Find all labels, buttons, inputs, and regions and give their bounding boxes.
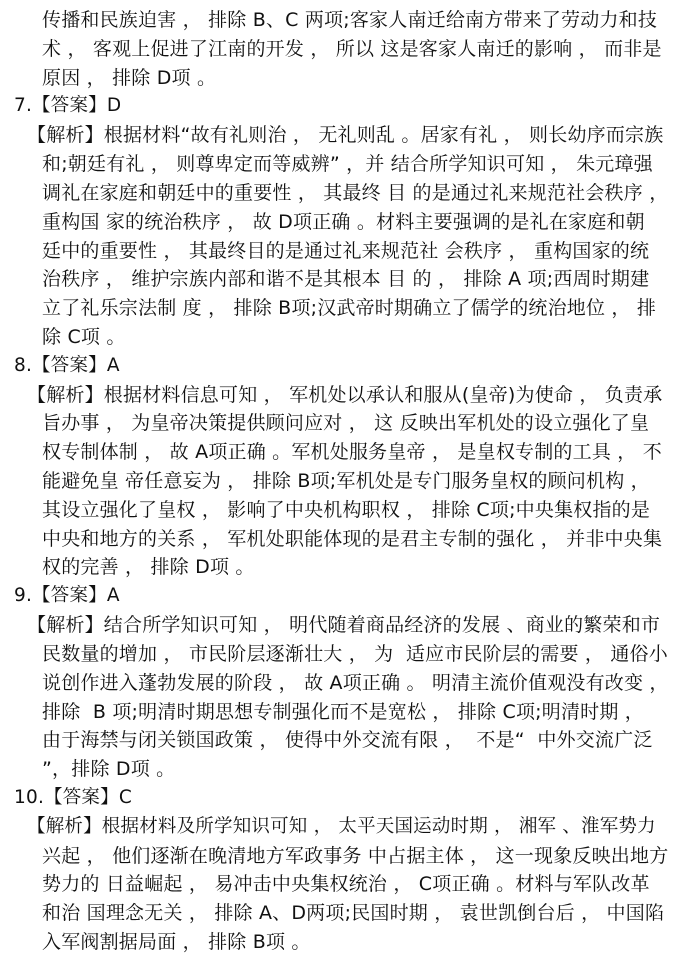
text-line-1: 传播和民族迫害 ， 排除 B、C 两项;客家人南迁给南方带来了劳动力和技 [42,9,658,31]
text-line-32: 和治 国理念无关 ， 排除 A、D两项;民国时期 ， 袁世凯倒台后 ， 中国陷 [42,902,665,925]
text-line-3: 原因 ， 排除 D项 。 [42,66,217,89]
text-line-20: 权的完善 ， 排除 D项 。 [42,556,255,579]
text-line-26: 由于海禁与闭关锁国政策 ， 使得中外交流有限 ， 不是“ 中外交流广泛 [42,729,653,752]
answer-10-heading: 10.【答案】C [14,786,132,808]
answer-8-heading: 8.【答案】A [14,354,120,376]
text-line-8: 重构国 家的统治秩序 ， 故 D项正确 。材料主要强调的是礼在家庭和朝 [42,210,645,233]
text-line-27: ”，排除 D项 。 [42,758,176,781]
text-line-24: 说创作进入蓬勃发展的阶段 ， 故 A项正确 。 明清主流价值观没有改变 ， [42,671,669,694]
text-line-18: 其设立强化了皇权 ， 影响了中央机构职权 ， 排除 C项;中央集权指的是 [42,498,651,521]
text-line-5: 【解析】根据材料“故有礼则治 ， 无礼则乱 。居家有礼 ， 则长幼序而宗族 [27,124,664,147]
text-line-7: 调礼在家庭和朝廷中的重要性 ， 其最终 目 的是通过礼来规范社会秩序 ， [42,181,669,204]
text-line-11: 立了礼乐宗法制 度 ， 排除 B项;汉武帝时期确立了儒学的统治地位 ， 排 [42,297,657,320]
text-line-9: 廷中的重要性 ， 其最终目的是通过礼来规范社 会秩序 ， 重构国家的统 [42,239,650,262]
text-line-12: 除 C项 。 [42,325,126,348]
answer-7-heading: 7.【答案】D [14,95,122,117]
text-line-2: 术 ， 客观上促进了江南的开发 ， 所以 这是客家人南迁的影响 ， 而非是 [42,37,662,60]
answer-9-heading: 9.【答案】A [14,585,120,607]
text-line-22: 【解析】结合所学知识可知 ， 明代随着商品经济的发展 、商业的繁荣和市 [27,614,661,637]
text-line-15: 旨办事 ， 为皇帝决策提供顾问应对 ， 这 反映出军机处的设立强化了皇 [42,412,650,435]
text-line-16: 权专制体制 ， 故 A项正确 。军机处服务皇帝 ， 是皇权专制的工具 ， 不 [42,441,662,464]
text-line-23: 民数量的增加 ， 市民阶层逐渐壮大 ， 为 适应市民阶层的需要 ， 通俗小 [42,642,668,665]
text-line-31: 势力的 日益崛起 ， 易冲击中央集权统治 ， C项正确 。材料与军队改革 [42,873,650,896]
text-line-29: 【解析】根据材料及所学知识可知 ， 太平天国运动时期 ， 湘军 、淮军势力 [27,815,656,837]
text-line-10: 治秩序 ， 维护宗族内部和谐不是其根本 目 的 ， 排除 A 项;西周时期建 [42,268,650,291]
text-line-30: 兴起 ， 他们逐渐在晚清地方军政事务 中占据主体 ， 这一现象反映出地方 [42,844,669,867]
text-line-19: 中央和地方的关系 ， 军机处职能体现的是君主专制的强化 ， 并非中央集 [42,527,663,550]
text-line-17: 能避免皇 帝任意妄为 ， 排除 B项;军机处是专门服务皇权的顾问机构 ， [42,470,650,492]
text-line-25: 排除 B 项;明清时期思想专制强化而不是宽松 ， 排除 C项;明清时期 ， [42,700,644,723]
text-line-6: 和;朝廷有礼 ， 则尊卑定而等威辨” ，并 结合所学知识可知 ， 朱元璋强 [42,153,653,176]
text-line-33: 入军阀割据局面 ， 排除 B项 。 [42,931,311,953]
text-line-14: 【解析】根据材料信息可知 ， 军机处以承认和服从(皇帝)为使命 ， 负责承 [27,383,663,406]
